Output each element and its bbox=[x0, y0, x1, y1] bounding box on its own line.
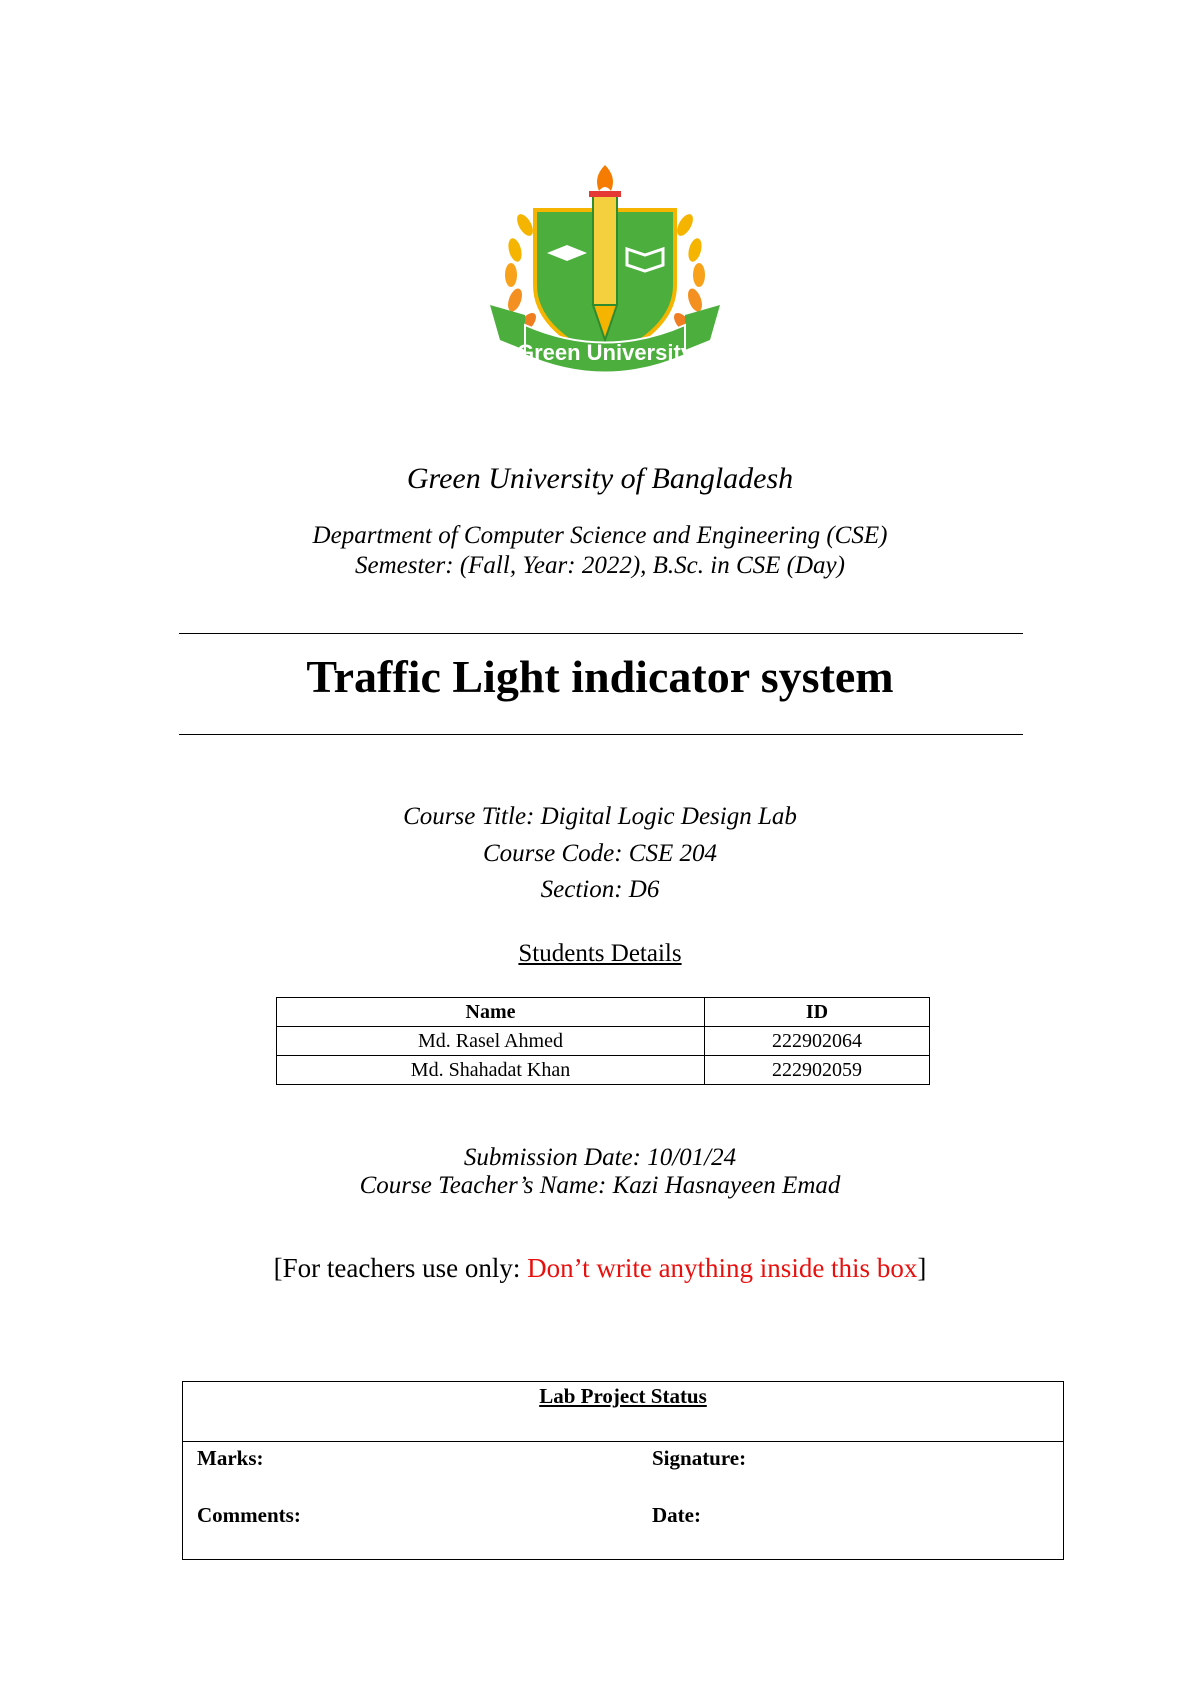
status-box-header bbox=[183, 1382, 1063, 1442]
lab-project-status-box bbox=[182, 1381, 1064, 1560]
column-header-name: Name bbox=[277, 998, 705, 1027]
course-section: Section: D6 bbox=[540, 876, 660, 903]
table-row bbox=[277, 1027, 930, 1056]
submission-date: Submission Date: 10/01/24 bbox=[463, 1144, 737, 1171]
marks-label: Marks: bbox=[197, 1446, 264, 1470]
semester-info: Semester: (Fall, Year: 2022), B.Sc. in CSE (Day) bbox=[355, 552, 845, 579]
status-box-title: Lab Project Status bbox=[539, 1384, 707, 1408]
course-code: Course Code: CSE 204 bbox=[482, 840, 718, 867]
department-name: Department of Computer Science and Engineering (CSE) bbox=[312, 522, 888, 549]
student-name: Md. Shahadat Khan bbox=[277, 1056, 705, 1085]
title-rule-top bbox=[179, 633, 1023, 634]
student-id: 222902064 bbox=[705, 1027, 930, 1056]
column-header-id: ID bbox=[705, 998, 930, 1027]
course-teacher: Course Teacher’s Name: Kazi Hasnayeen Emad bbox=[359, 1172, 841, 1199]
students-heading: Students Details bbox=[518, 940, 682, 967]
university-logo bbox=[485, 165, 725, 395]
teacher-note-prefix: [For teachers use only: bbox=[273, 1253, 528, 1283]
comments-label: Comments: bbox=[197, 1503, 301, 1527]
date-label: Date: bbox=[652, 1503, 701, 1527]
logo-banner-text: Green University bbox=[516, 340, 694, 365]
teacher-note bbox=[0, 1253, 1200, 1284]
report-title: Traffic Light indicator system bbox=[306, 651, 894, 702]
students-table bbox=[276, 997, 930, 1085]
table-header-row bbox=[277, 998, 930, 1027]
university-name: Green University of Bangladesh bbox=[406, 462, 794, 495]
student-id: 222902059 bbox=[705, 1056, 930, 1085]
title-rule-bottom bbox=[179, 734, 1023, 735]
table-row bbox=[277, 1056, 930, 1085]
teacher-note-warning: Don’t write anything inside this box bbox=[527, 1253, 918, 1283]
course-title: Course Title: Digital Logic Design Lab bbox=[403, 803, 797, 830]
signature-label: Signature: bbox=[652, 1446, 747, 1470]
student-name: Md. Rasel Ahmed bbox=[277, 1027, 705, 1056]
flame-icon bbox=[597, 165, 613, 191]
teacher-note-suffix: ] bbox=[917, 1253, 927, 1283]
